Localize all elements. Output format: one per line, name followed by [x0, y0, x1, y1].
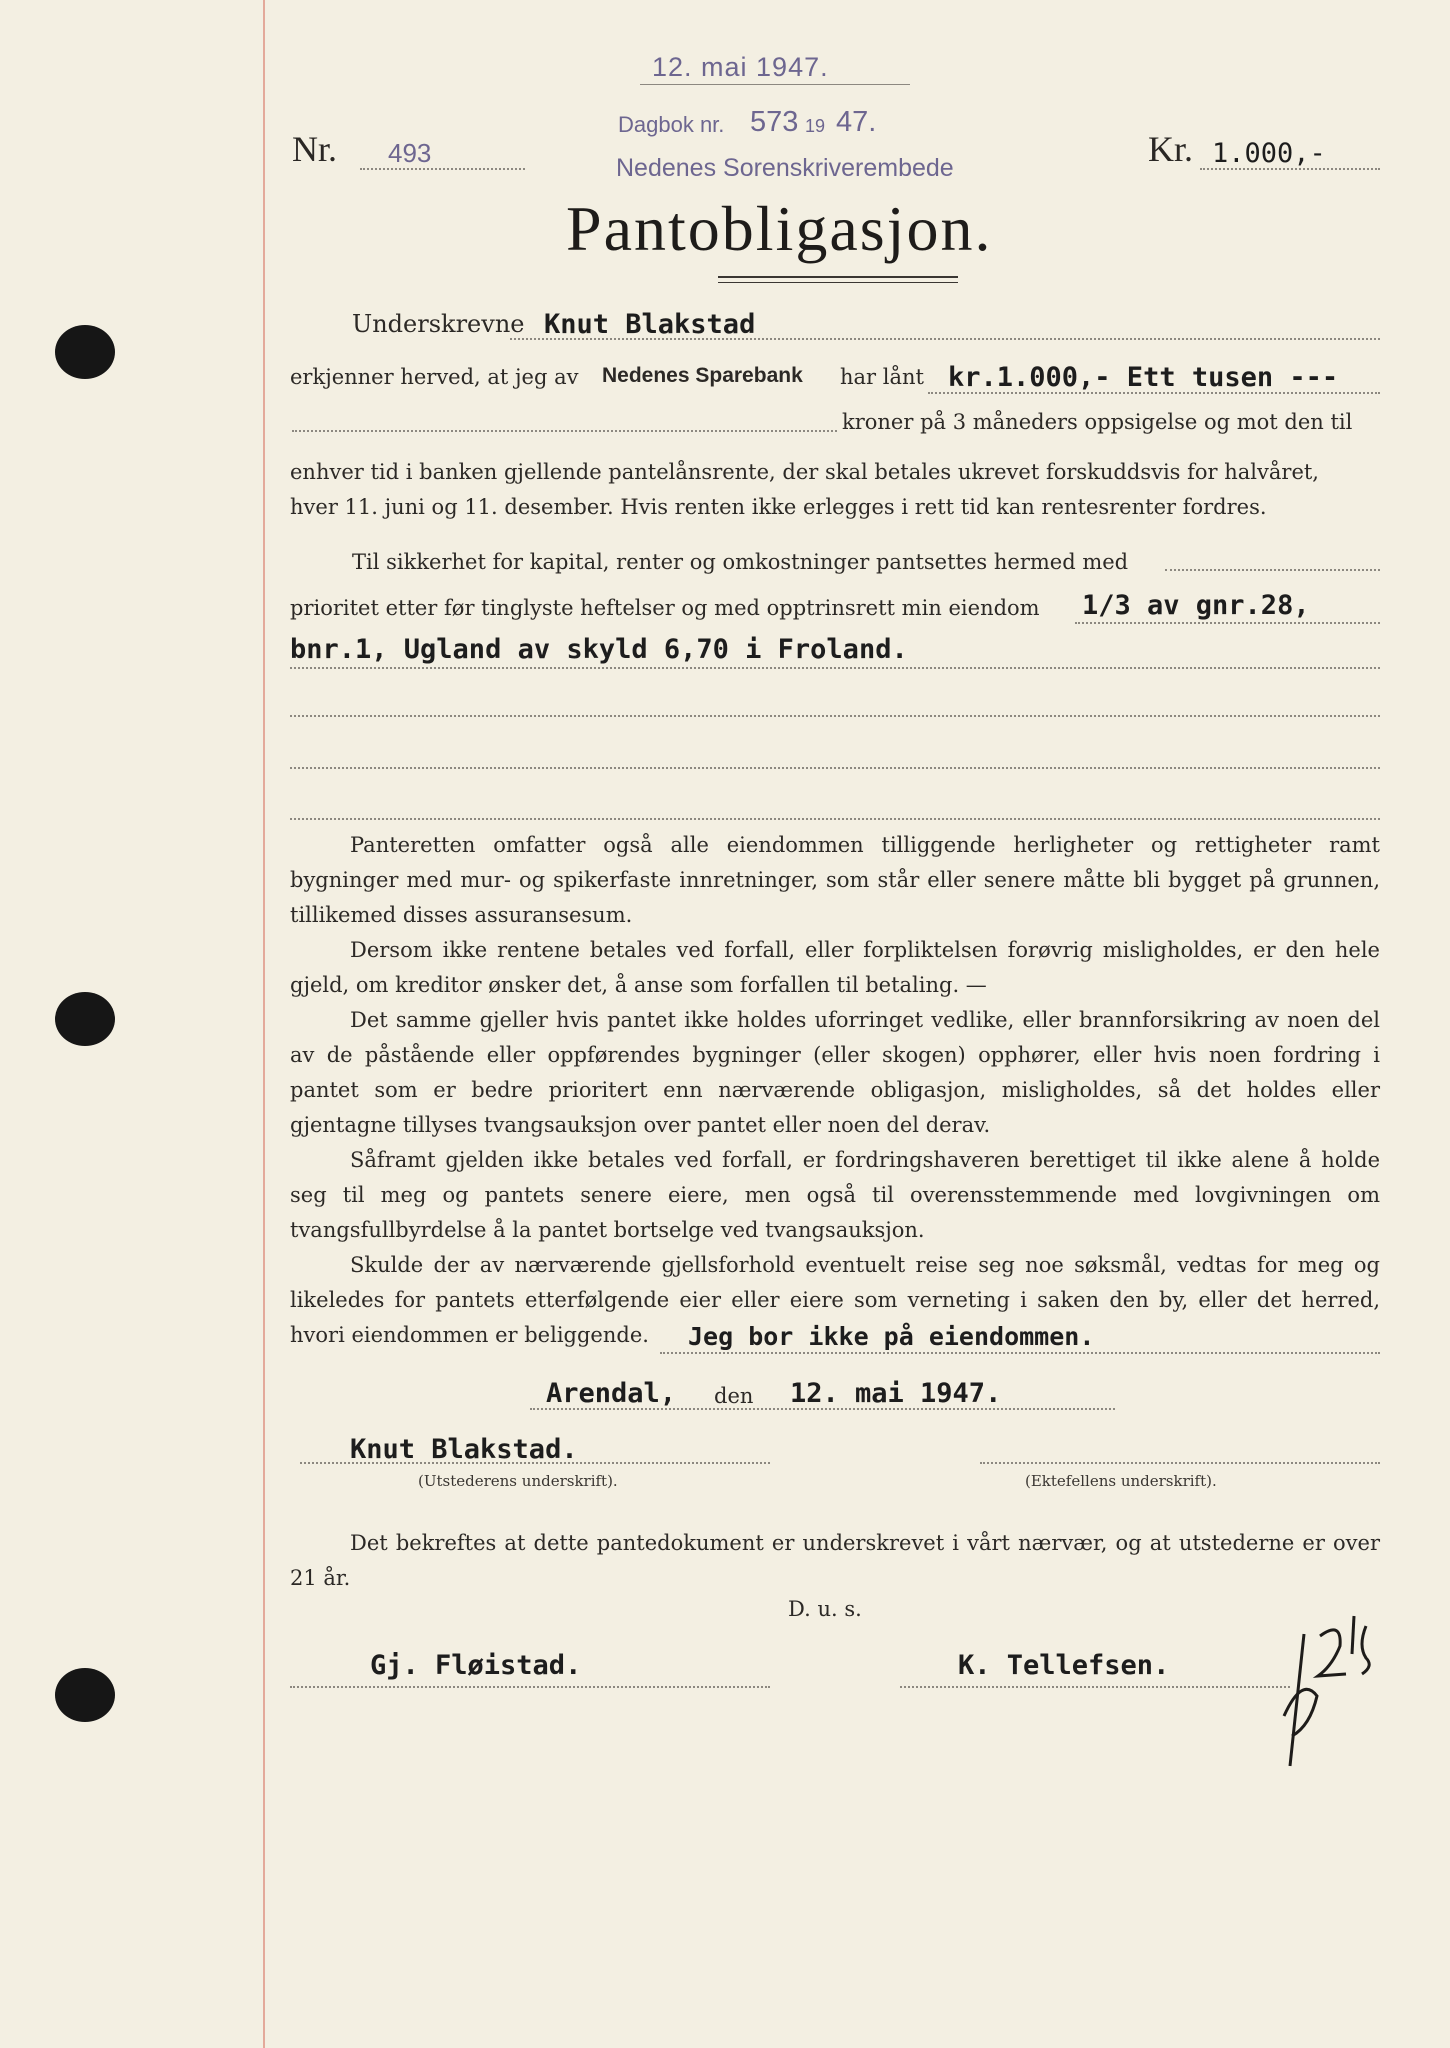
witness-2: K. Tellefsen.: [958, 1650, 1170, 1681]
terms-line-3: hver 11. juni og 11. desember. Hvis renten ikke erlegges i rett tid kan rentesrenter fordres.: [290, 495, 1267, 519]
issuer-signature-line: [300, 1462, 770, 1464]
handwritten-initials: [1262, 1596, 1392, 1776]
undersigned-dotted-line: [510, 338, 1380, 340]
dagbok-label: Dagbok nr.: [618, 112, 725, 137]
dagbok-year: 47.: [836, 106, 877, 138]
security-line-1: Til sikkerhet for kapital, renter og omkostninger pantsettes hermed med: [352, 550, 1129, 574]
signature-date: 12. mai 1947.: [790, 1378, 1002, 1409]
title-rule-2: [718, 282, 958, 283]
punch-hole-top: [55, 325, 115, 379]
typed-date-top: 12. mai 1947.: [652, 52, 829, 82]
clauses-block: [290, 828, 1380, 1353]
security-line-2: prioritet etter før tinglyste heftelser og med opptrinsrett min eiendom: [290, 596, 1040, 620]
witness-confirmation-block: [290, 1526, 1380, 1596]
title-rule-1: [718, 276, 958, 278]
residence-typed: Jeg bor ikke på eiendommen.: [688, 1322, 1095, 1351]
blank-dotted-line-1: [292, 430, 837, 432]
nr-value: 493: [388, 138, 432, 168]
amount-label: Kr.: [1148, 129, 1193, 169]
loan-dotted-line: [928, 392, 1380, 394]
security-dotted-line: [1165, 569, 1380, 571]
property-dotted-line-1: [1075, 622, 1380, 624]
amount-value: 1.000,-: [1212, 138, 1326, 169]
issuer-caption: (Utstederens underskrift).: [418, 1472, 618, 1490]
margin-line: [263, 0, 265, 2048]
blank-dotted-line-4: [290, 818, 1380, 820]
spouse-signature-line: [980, 1462, 1380, 1464]
debtor-name: Knut Blakstad: [544, 309, 756, 340]
nr-label: Nr.: [292, 129, 337, 169]
punch-hole-bottom: [55, 1668, 115, 1722]
dagbok-number: 573: [750, 106, 799, 138]
dagbok-year-prefix: 19: [805, 116, 826, 136]
loan-amount: kr.1.000,- Ett tusen ---: [948, 362, 1339, 393]
nr-dotted-line: [360, 168, 525, 170]
property-typed-1: 1/3 av gnr.28,: [1082, 590, 1310, 621]
office-stamp: Nedenes Sorenskriverembede: [616, 154, 954, 182]
witness-confirmation: Det bekreftes at dette pantedokument er underskrevet i vårt nærvær, og at utstederne er over 21 år.: [290, 1531, 1380, 1590]
punch-hole-middle: [55, 992, 115, 1046]
signature-date-dotted-line: [530, 1408, 1115, 1410]
terms-line-1: kroner på 3 måneders oppsigelse og mot den til: [842, 410, 1353, 434]
date-underline: [640, 84, 910, 85]
clause-skulde: Skulde der av nærværende gjellsforhold eventuelt reise seg noe søksmål, vedtas for meg og likeledes for pantets etterfølgende eier eller eiere som verneting i saken den by, eller det herred, hvori eiendommen er beliggende.: [290, 1253, 1380, 1347]
amount-dotted-line: [1200, 168, 1380, 170]
terms-line-2: enhver tid i banken gjellende pantelånsrente, der skal betales ukrevet forskuddsvis for halvåret,: [290, 460, 1319, 484]
witness-1: Gj. Fløistad.: [370, 1650, 582, 1681]
residence-dotted-line: [660, 1352, 1380, 1354]
document-title: Pantobligasjon.: [566, 193, 993, 264]
bank-name: Nedenes Sparebank: [602, 364, 803, 387]
acknowledge-text: erkjenner herved, at jeg av: [290, 365, 579, 389]
clause-dersom: Dersom ikke rentene betales ved forfall, eller forpliktelsen forøvrig misligholdes, er den hele gjeld, om kreditor ønsker det, å anse som forfallen til betaling. —: [290, 938, 1380, 997]
clause-samme: Det samme gjeller hvis pantet ikke holdes uforringet vedlike, eller brannforsikring av noen del av de påstående eller oppførendes bygninger (eller skogen) opphører, eller hvis noen fordring i pantet som er bedre prioritert enn nærværende obligasjon, misligholdes, så det holdes eller gjentagne tillyses tvangsauksjon over pantet eller noen del derav.: [290, 1008, 1380, 1137]
issuer-name: Knut Blakstad.: [350, 1434, 578, 1465]
has-borrowed-text: har lånt: [840, 365, 924, 389]
signature-place: Arendal,: [546, 1378, 677, 1409]
property-dotted-line-2: [290, 667, 1380, 669]
undersigned-label: Underskrevne: [352, 310, 525, 338]
blank-dotted-line-2: [290, 715, 1380, 717]
signature-den: den: [714, 1384, 754, 1408]
clause-pant: Panteretten omfatter også alle eiendommen tilliggende herligheter og rettigheter ramt bygninger med mur- og spikerfaste innretninger, som står eller senere måtte bli bygget på grunnen, tillikemed disses assuransesum.: [290, 833, 1380, 927]
witness-2-line: [900, 1686, 1290, 1688]
property-typed-2: bnr.1, Ugland av skyld 6,70 i Froland.: [290, 634, 908, 665]
terms-paragraph: [290, 455, 1380, 525]
spouse-caption: (Ektefellens underskrift).: [1025, 1472, 1217, 1490]
dus-text: D. u. s.: [788, 1597, 862, 1621]
blank-dotted-line-3: [290, 767, 1380, 769]
clause-saframt: Såframt gjelden ikke betales ved forfall, er fordringshaveren berettiget til ikke alene å holde seg til meg og pantets senere eiere, men også til overensstemmende med lovgivningen om tvangsfullbyrdelse å la pantet bortselge ved tvangsauksjon.: [290, 1148, 1380, 1242]
witness-1-line: [290, 1686, 770, 1688]
